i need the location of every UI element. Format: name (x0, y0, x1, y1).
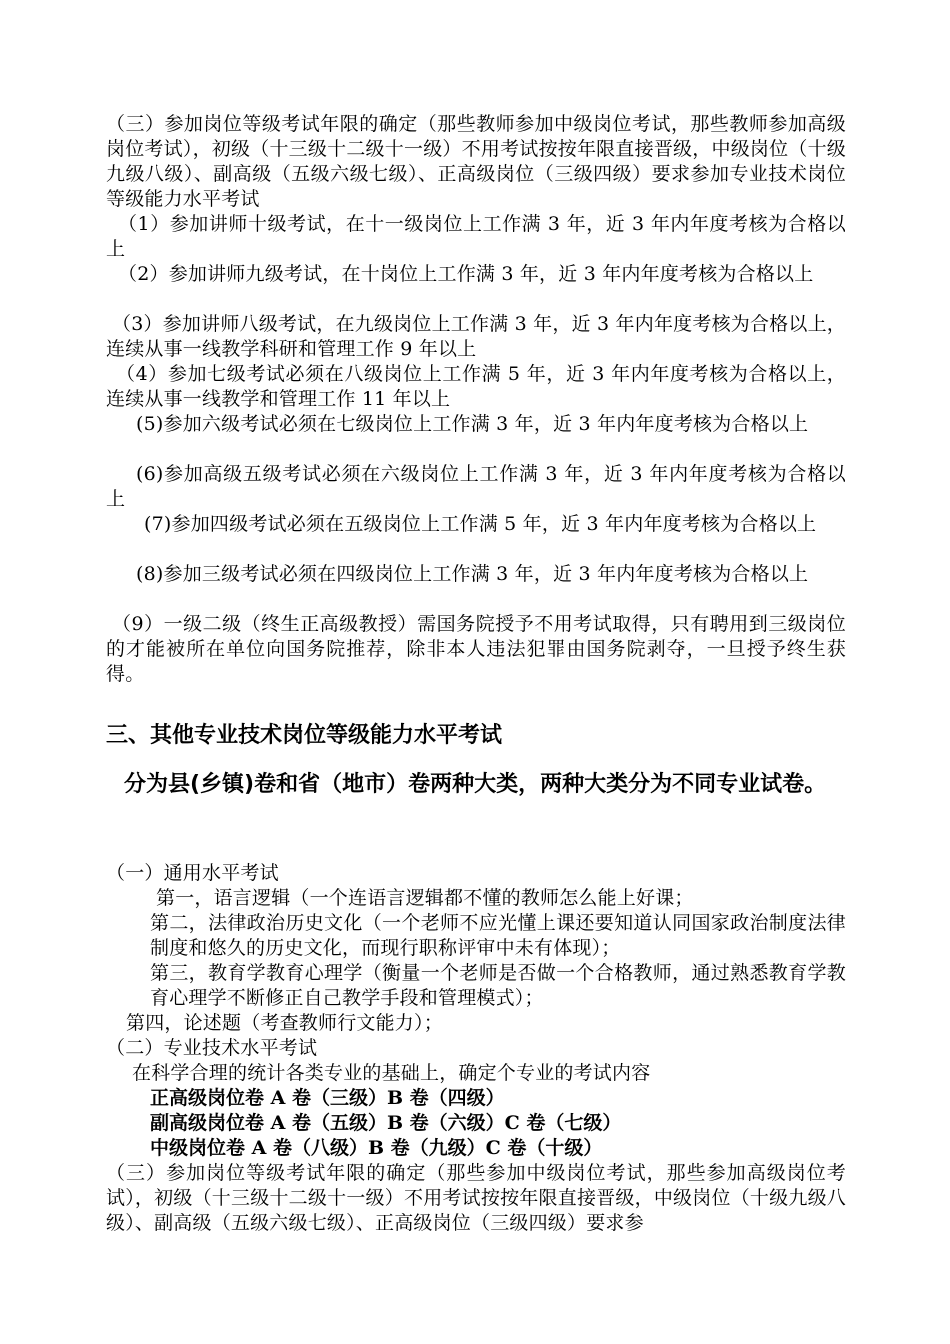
exam-level-line: 正高级岗位卷 A 卷（三级）B 卷（四级） (150, 1087, 505, 1109)
list-item: 第四，论述题（考查教师行文能力）； (126, 1012, 443, 1034)
list-item: 第二，法律政治历史文化（一个老师不应光懂上课还要知道认同国家政治制度法律制度和悠久的历史文化，而现行职称评审中未有体现）； (150, 912, 846, 959)
list-item: （2）参加讲师九级考试，在十岗位上工作满 3 年，近 3 年内年度考核为合格以上 (118, 263, 814, 285)
list-item: (8)参加三级考试必须在四级岗位上工作满 3 年，近 3 年内年度考核为合格以上 (136, 563, 809, 585)
subsection-title: （二）专业技术水平考试 (106, 1037, 318, 1059)
list-item: (6)参加高级五级考试必须在六级岗位上工作满 3 年，近 3 年内年度考核为合格以上 (106, 463, 846, 510)
section-intro: 分为县(乡镇)卷和省（地市）卷两种大类，两种大类分为不同专业试卷。 (124, 772, 827, 797)
list-item: （4）参加七级考试必须在八级岗位上工作满 5 年，近 3 年内年度考核为合格以上，连续从事一线教学和管理工作 11 年以上 (106, 363, 846, 410)
list-item: （9）一级二级（终生正高级教授）需国务院授予不用考试取得，只有聘用到三级岗位的才能被所在单位向国务院推荐，除非本人违法犯罪由国务院剥夺，一旦授予终生获得。 (106, 613, 846, 685)
list-item: 第一，语言逻辑（一个连语言逻辑都不懂的教师怎么能上好课； (156, 887, 694, 909)
exam-level-line: 副高级岗位卷 A 卷（五级）B 卷（六级）C 卷（七级） (150, 1112, 622, 1134)
list-item: 第三，教育学教育心理学（衡量一个老师是否做一个合格教师，通过熟悉教育学教育心理学不断修正自己教学手段和管理模式）； (150, 962, 846, 1009)
list-item: （1）参加讲师十级考试，在十一级岗位上工作满 3 年，近 3 年内年度考核为合格以上 (106, 213, 846, 260)
paragraph: 在科学合理的统计各类专业的基础上，确定个专业的考试内容 (132, 1062, 651, 1084)
subsection-title: （一）通用水平考试 (106, 862, 279, 884)
exam-level-line: 中级岗位卷 A 卷（八级）B 卷（九级）C 卷（十级） (150, 1137, 603, 1159)
paragraph: （三）参加岗位等级考试年限的确定（那些参加中级岗位考试，那些参加高级岗位考试），初级（十三级十二级十一级）不用考试按按年限直接晋级，中级岗位（十级九级八级）、副高级（五级六级七级）、正高级岗位（三级四级）要求参 (106, 1162, 846, 1234)
list-item: （3）参加讲师八级考试，在九级岗位上工作满 3 年，近 3 年内年度考核为合格以上，连续从事一线教学科研和管理工作 9 年以上 (106, 313, 846, 360)
list-item: (5)参加六级考试必须在七级岗位上工作满 3 年，近 3 年内年度考核为合格以上 (136, 413, 809, 435)
section-three-intro: （三）参加岗位等级考试年限的确定（那些教师参加中级岗位考试，那些教师参加高级岗位考试），初级（十三级十二级十一级）不用考试按按年限直接晋级，中级岗位（十级九级八级）、副高级（五级六级七级）、正高级岗位（三级四级）要求参加专业技术岗位等级能力水平考试 (106, 113, 846, 210)
list-item: (7)参加四级考试必须在五级岗位上工作满 5 年，近 3 年内年度考核为合格以上 (144, 513, 817, 535)
section-heading: 三、其他专业技术岗位等级能力水平考试 (106, 723, 503, 748)
